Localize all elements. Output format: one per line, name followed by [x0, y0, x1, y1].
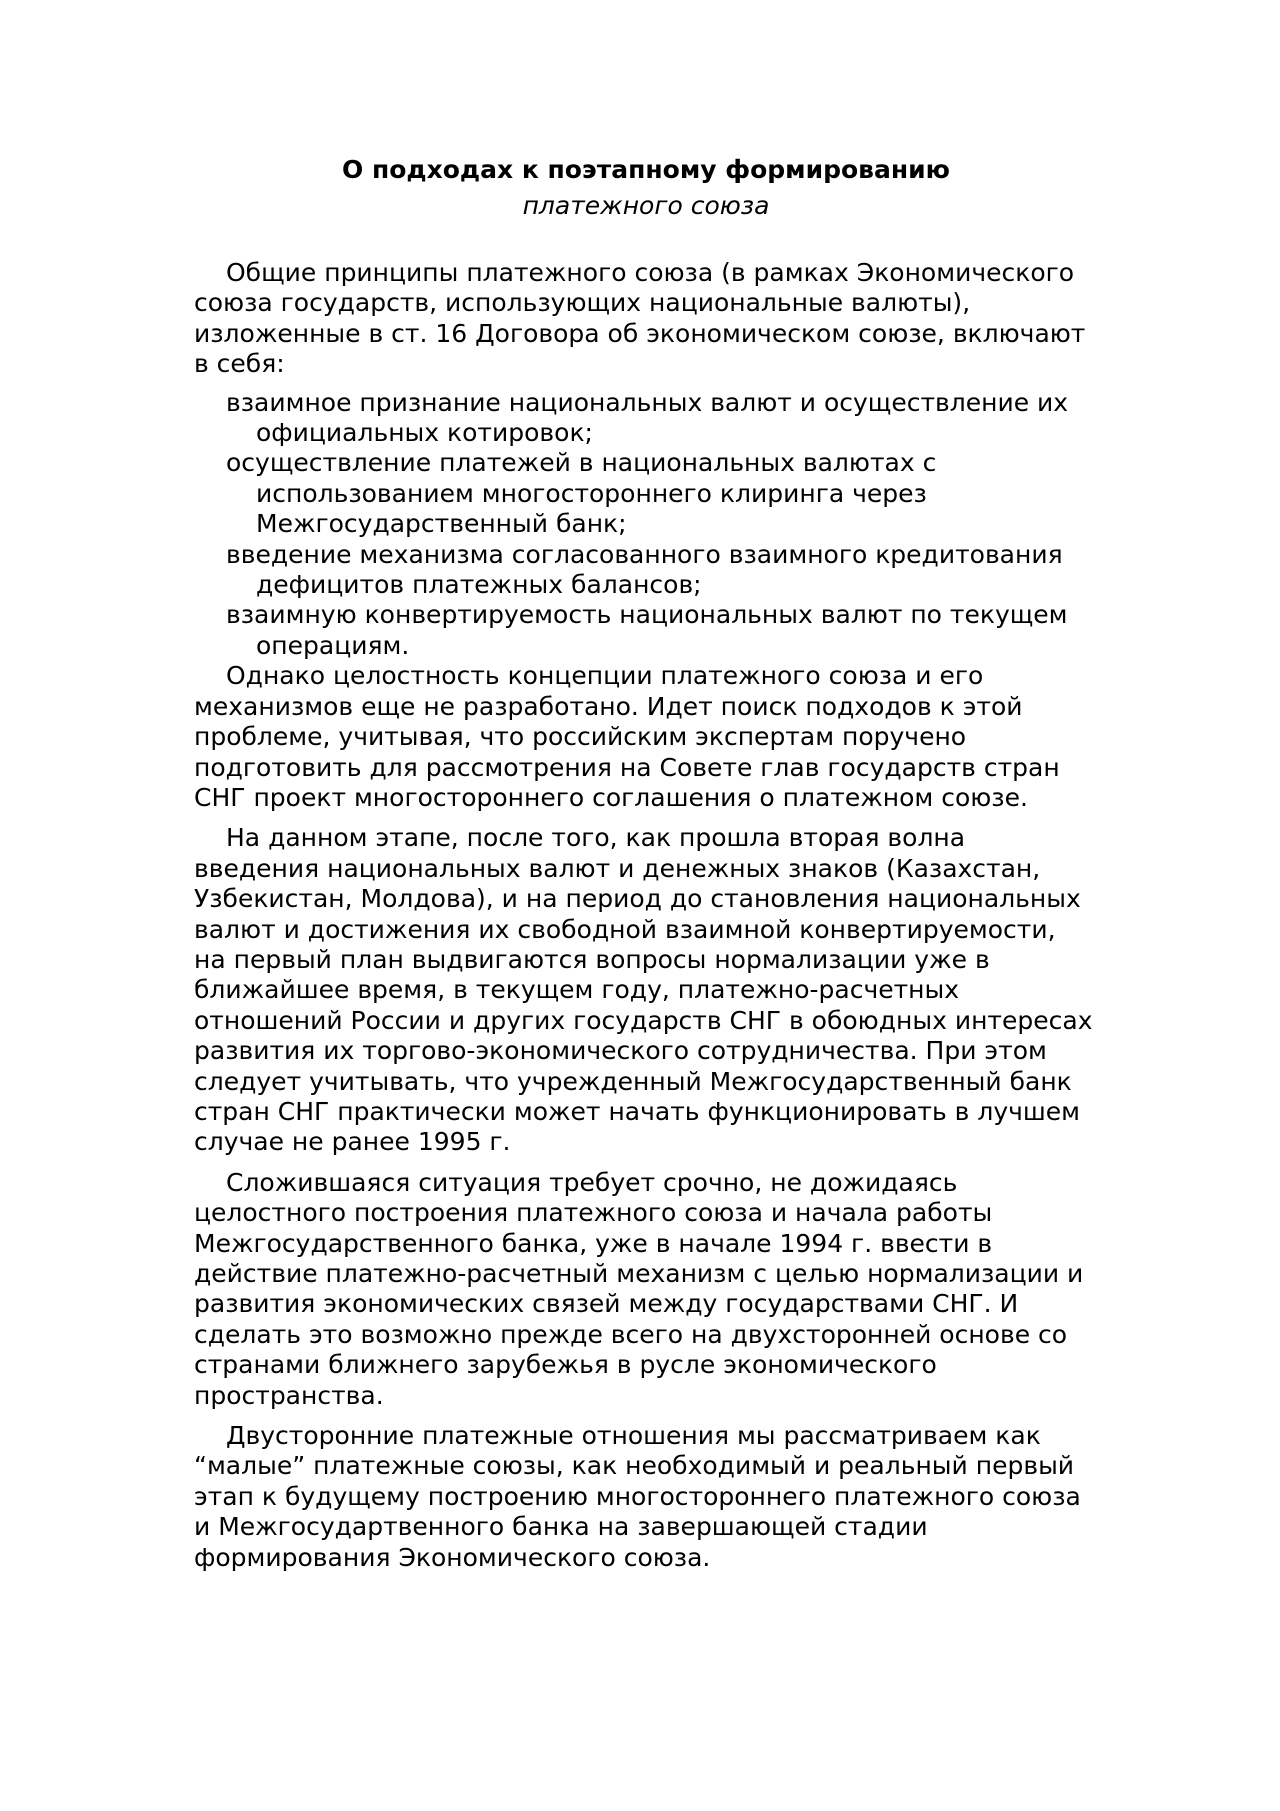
- list-item: осуществление платежей в национальных валютах с использованием многостороннего клиринга через Межгосударственный банк;: [226, 448, 937, 539]
- document-title: О подходах к поэтапному формированию: [342, 155, 950, 184]
- intro-paragraph: Общие принципы платежного союза (в рамках Экономического союза государств, использующих национальные валюты), изложенные в ст. 16 Договора об экономическом союзе, включают в себя:: [194, 258, 1086, 379]
- document-page: [194, 152, 1094, 1573]
- paragraph: Сложившаяся ситуация требует срочно, не дожидаясь целостного построения платежного союза и начала работы Межгосударственного банка, уже в начале 1994 г. ввести в действие платежно-расчетный механизм с целью нормализации и развития экономических связей между государствами СНГ. И сделать это возможно прежде всего на двухсторонней основе со странами ближнего зарубежья в русле экономического пространства.: [194, 1167, 1084, 1410]
- paragraph: На данном этапе, после того, как прошла вторая волна введения национальных валют и денежных знаков (Казахстан, Узбекистан, Молдова), и на период до становления национальных валют и достижения их свободной взаимной конвертируемости, на первый план выдвигаются вопросы нормализации уже в ближайшее время, в текущем году, платежно-расчетных отношений России и других государств СНГ в обоюдных интересах развития их торгово-экономического сотрудничества. При этом следует учитывать, что учрежденный Межгосударственный банк стран СНГ практически может начать функционировать в лучшем случае не ранее 1995 г.: [194, 823, 1093, 1157]
- list-item: взаимное признание национальных валют и осуществление их официальных котировок;: [226, 387, 1069, 448]
- list-item: взаимную конвертируемость национальных валют по текущем операциям.: [226, 600, 1068, 660]
- document-subtitle: платежного союза: [522, 191, 770, 220]
- principles-list: [194, 388, 1094, 662]
- paragraph: Однако целостность концепции платежного союза и его механизмов еще не разработано. Идет поиск подходов к этой проблеме, учитывая, что российским экспертам поручено подготовить для рассмотрения на Совете глав государств стран СНГ проект многостороннего соглашения о платежном союзе.: [194, 661, 1060, 812]
- paragraph: Двусторонние платежные отношения мы рассматриваем как “малые” платежные союзы, как необходимый и реальный первый этап к будущему построению многостороннего платежного союза и Межгосудартвенного банка на завершающей стадии формирования Экономического союза.: [194, 1421, 1081, 1572]
- list-item: введение механизма согласованного взаимного кредитования дефицитов платежных балансов;: [226, 539, 1063, 600]
